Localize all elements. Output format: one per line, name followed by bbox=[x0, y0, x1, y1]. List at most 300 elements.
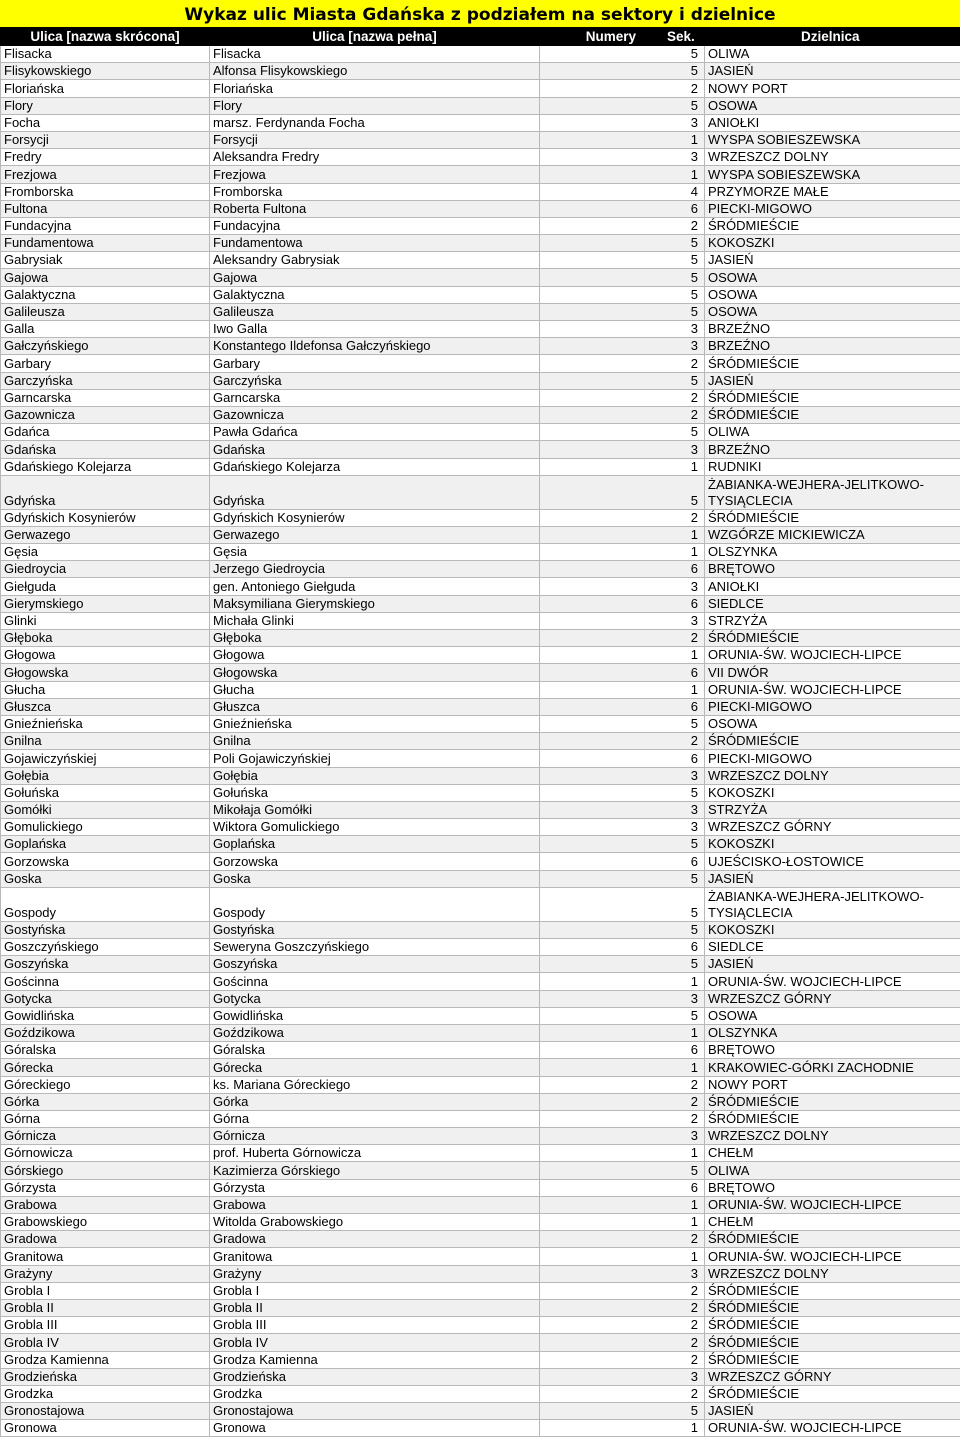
table-row bbox=[1, 561, 960, 578]
cell-short-name: Góralska bbox=[1, 1042, 210, 1059]
table-row bbox=[1, 1317, 960, 1334]
cell-numbers bbox=[540, 338, 667, 355]
cell-short-name: Gazownicza bbox=[1, 406, 210, 423]
cell-short-name: Grobla III bbox=[1, 1317, 210, 1334]
cell-full-name: Grodzieńska bbox=[210, 1368, 540, 1385]
cell-district: OSOWA bbox=[705, 286, 960, 303]
cell-full-name: prof. Huberta Górnowicza bbox=[210, 1145, 540, 1162]
cell-numbers bbox=[540, 784, 667, 801]
table-row bbox=[1, 424, 960, 441]
cell-full-name: Floriańska bbox=[210, 80, 540, 97]
cell-short-name: Giełguda bbox=[1, 578, 210, 595]
header-short-name: Ulica [nazwa skrócona] bbox=[1, 28, 210, 46]
cell-numbers bbox=[540, 836, 667, 853]
cell-full-name: Goździkowa bbox=[210, 1024, 540, 1041]
cell-district: RUDNIKI bbox=[705, 458, 960, 475]
cell-numbers bbox=[540, 767, 667, 784]
table-row bbox=[1, 1403, 960, 1420]
cell-numbers bbox=[540, 887, 667, 921]
cell-numbers bbox=[540, 853, 667, 870]
cell-numbers bbox=[540, 612, 667, 629]
cell-numbers bbox=[540, 80, 667, 97]
cell-district: OLIWA bbox=[705, 46, 960, 63]
cell-full-name: Iwo Galla bbox=[210, 321, 540, 338]
cell-sector: 3 bbox=[667, 578, 705, 595]
cell-district: ORUNIA-ŚW. WOJCIECH-LIPCE bbox=[705, 1420, 960, 1437]
cell-short-name: Glinki bbox=[1, 612, 210, 629]
cell-numbers bbox=[540, 286, 667, 303]
table-row bbox=[1, 819, 960, 836]
cell-sector: 2 bbox=[667, 1317, 705, 1334]
table-row bbox=[1, 321, 960, 338]
cell-full-name: Górka bbox=[210, 1093, 540, 1110]
cell-short-name: Gdańskiego Kolejarza bbox=[1, 458, 210, 475]
table-row bbox=[1, 801, 960, 818]
cell-full-name: Aleksandry Gabrysiak bbox=[210, 252, 540, 269]
cell-sector: 5 bbox=[667, 1403, 705, 1420]
cell-numbers bbox=[540, 1385, 667, 1402]
cell-short-name: Fundacyjna bbox=[1, 217, 210, 234]
cell-short-name: Gdańska bbox=[1, 441, 210, 458]
cell-district: OLIWA bbox=[705, 1162, 960, 1179]
cell-numbers bbox=[540, 1059, 667, 1076]
cell-full-name: Galaktyczna bbox=[210, 286, 540, 303]
table-row bbox=[1, 1385, 960, 1402]
cell-district: BRĘTOWO bbox=[705, 1042, 960, 1059]
cell-full-name: Górnicza bbox=[210, 1128, 540, 1145]
cell-sector: 2 bbox=[667, 1093, 705, 1110]
cell-short-name: Focha bbox=[1, 114, 210, 131]
cell-full-name: Gołębia bbox=[210, 767, 540, 784]
cell-short-name: Górka bbox=[1, 1093, 210, 1110]
cell-district: ORUNIA-ŚW. WOJCIECH-LIPCE bbox=[705, 973, 960, 990]
cell-district: ŚRÓDMIEŚCIE bbox=[705, 217, 960, 234]
cell-numbers bbox=[540, 1299, 667, 1316]
cell-short-name: Górskiego bbox=[1, 1162, 210, 1179]
cell-full-name: Roberta Fultona bbox=[210, 200, 540, 217]
table-row bbox=[1, 750, 960, 767]
table-row bbox=[1, 836, 960, 853]
cell-full-name: Wiktora Gomulickiego bbox=[210, 819, 540, 836]
cell-full-name: Fundacyjna bbox=[210, 217, 540, 234]
cell-numbers bbox=[540, 664, 667, 681]
cell-short-name: Flory bbox=[1, 97, 210, 114]
cell-full-name: Flory bbox=[210, 97, 540, 114]
cell-short-name: Frezjowa bbox=[1, 166, 210, 183]
cell-short-name: Gołębia bbox=[1, 767, 210, 784]
cell-full-name: Gajowa bbox=[210, 269, 540, 286]
cell-short-name: Grodzieńska bbox=[1, 1368, 210, 1385]
cell-short-name: Gościnna bbox=[1, 973, 210, 990]
cell-full-name: Grobla III bbox=[210, 1317, 540, 1334]
cell-full-name: Gronowa bbox=[210, 1420, 540, 1437]
cell-full-name: Grobla IV bbox=[210, 1334, 540, 1351]
table-row bbox=[1, 389, 960, 406]
cell-short-name: Gęsia bbox=[1, 544, 210, 561]
table-row bbox=[1, 767, 960, 784]
cell-full-name: Flisacka bbox=[210, 46, 540, 63]
cell-short-name: Goździkowa bbox=[1, 1024, 210, 1041]
table-row bbox=[1, 853, 960, 870]
cell-sector: 2 bbox=[667, 630, 705, 647]
cell-short-name: Fredry bbox=[1, 149, 210, 166]
cell-sector: 1 bbox=[667, 1214, 705, 1231]
cell-full-name: Gęsia bbox=[210, 544, 540, 561]
cell-short-name: Gojawiczyńskiej bbox=[1, 750, 210, 767]
cell-full-name: Gazownicza bbox=[210, 406, 540, 423]
cell-district: STRZYŻA bbox=[705, 801, 960, 818]
cell-short-name: Górnicza bbox=[1, 1128, 210, 1145]
cell-sector: 1 bbox=[667, 526, 705, 543]
cell-short-name: Grodza Kamienna bbox=[1, 1351, 210, 1368]
cell-full-name: Gotycka bbox=[210, 990, 540, 1007]
cell-full-name: Gronostajowa bbox=[210, 1403, 540, 1420]
cell-sector: 5 bbox=[667, 784, 705, 801]
cell-full-name: Jerzego Giedroycia bbox=[210, 561, 540, 578]
table-row bbox=[1, 595, 960, 612]
cell-numbers bbox=[540, 441, 667, 458]
cell-district: ANIOŁKI bbox=[705, 578, 960, 595]
cell-full-name: Poli Gojawiczyńskiej bbox=[210, 750, 540, 767]
cell-full-name: Grodza Kamienna bbox=[210, 1351, 540, 1368]
cell-district: NOWY PORT bbox=[705, 80, 960, 97]
cell-district: OSOWA bbox=[705, 715, 960, 732]
table-row bbox=[1, 1368, 960, 1385]
cell-numbers bbox=[540, 698, 667, 715]
cell-full-name: Garncarska bbox=[210, 389, 540, 406]
cell-district: OLIWA bbox=[705, 424, 960, 441]
cell-short-name: Grobla II bbox=[1, 1299, 210, 1316]
cell-short-name: Goska bbox=[1, 870, 210, 887]
cell-sector: 4 bbox=[667, 183, 705, 200]
table-row bbox=[1, 612, 960, 629]
cell-sector: 1 bbox=[667, 1420, 705, 1437]
cell-district: WRZESZCZ DOLNY bbox=[705, 1128, 960, 1145]
cell-district: WYSPA SOBIESZEWSKA bbox=[705, 166, 960, 183]
cell-sector: 1 bbox=[667, 1145, 705, 1162]
cell-full-name: Maksymiliana Gierymskiego bbox=[210, 595, 540, 612]
cell-full-name: Gorzowska bbox=[210, 853, 540, 870]
cell-district: SIEDLCE bbox=[705, 939, 960, 956]
cell-short-name: Górecka bbox=[1, 1059, 210, 1076]
table-row bbox=[1, 647, 960, 664]
cell-district: JASIEŃ bbox=[705, 63, 960, 80]
cell-numbers bbox=[540, 1162, 667, 1179]
cell-short-name: Grobla IV bbox=[1, 1334, 210, 1351]
table-row bbox=[1, 200, 960, 217]
cell-sector: 2 bbox=[667, 355, 705, 372]
table-row bbox=[1, 921, 960, 938]
cell-numbers bbox=[540, 1128, 667, 1145]
cell-sector: 2 bbox=[667, 733, 705, 750]
table-row bbox=[1, 939, 960, 956]
cell-full-name: Konstantego Ildefonsa Gałczyńskiego bbox=[210, 338, 540, 355]
cell-numbers bbox=[540, 1093, 667, 1110]
cell-short-name: Gajowa bbox=[1, 269, 210, 286]
cell-numbers bbox=[540, 97, 667, 114]
cell-sector: 2 bbox=[667, 1282, 705, 1299]
cell-full-name: Garczyńska bbox=[210, 372, 540, 389]
cell-numbers bbox=[540, 921, 667, 938]
cell-numbers bbox=[540, 630, 667, 647]
cell-short-name: Galileusza bbox=[1, 303, 210, 320]
table-row bbox=[1, 252, 960, 269]
cell-sector: 5 bbox=[667, 372, 705, 389]
cell-full-name: Frezjowa bbox=[210, 166, 540, 183]
cell-full-name: Fromborska bbox=[210, 183, 540, 200]
cell-district: PRZYMORZE MAŁE bbox=[705, 183, 960, 200]
cell-short-name: Flisacka bbox=[1, 46, 210, 63]
cell-numbers bbox=[540, 114, 667, 131]
table-row bbox=[1, 372, 960, 389]
cell-full-name: Gościnna bbox=[210, 973, 540, 990]
cell-short-name: Głuszca bbox=[1, 698, 210, 715]
cell-district: WYSPA SOBIESZEWSKA bbox=[705, 131, 960, 148]
cell-district: ŚRÓDMIEŚCIE bbox=[705, 1093, 960, 1110]
cell-district: JASIEŃ bbox=[705, 252, 960, 269]
table-row bbox=[1, 1351, 960, 1368]
cell-sector: 5 bbox=[667, 46, 705, 63]
cell-full-name: Grażyny bbox=[210, 1265, 540, 1282]
cell-numbers bbox=[540, 166, 667, 183]
cell-numbers bbox=[540, 1196, 667, 1213]
cell-numbers bbox=[540, 1265, 667, 1282]
table-row bbox=[1, 97, 960, 114]
cell-district: ORUNIA-ŚW. WOJCIECH-LIPCE bbox=[705, 1248, 960, 1265]
cell-numbers bbox=[540, 1007, 667, 1024]
cell-short-name: Głucha bbox=[1, 681, 210, 698]
table-row bbox=[1, 355, 960, 372]
cell-numbers bbox=[540, 424, 667, 441]
cell-full-name: Góralska bbox=[210, 1042, 540, 1059]
table-row bbox=[1, 733, 960, 750]
cell-numbers bbox=[540, 647, 667, 664]
cell-numbers bbox=[540, 1248, 667, 1265]
cell-district: JASIEŃ bbox=[705, 1403, 960, 1420]
cell-district: BRZEŹNO bbox=[705, 338, 960, 355]
cell-sector: 5 bbox=[667, 1162, 705, 1179]
cell-numbers bbox=[540, 372, 667, 389]
cell-sector: 5 bbox=[667, 887, 705, 921]
cell-numbers bbox=[540, 355, 667, 372]
cell-short-name: Flisykowskiego bbox=[1, 63, 210, 80]
table-row bbox=[1, 183, 960, 200]
cell-sector: 3 bbox=[667, 819, 705, 836]
cell-full-name: Górecka bbox=[210, 1059, 540, 1076]
cell-full-name: Aleksandra Fredry bbox=[210, 149, 540, 166]
table-row bbox=[1, 526, 960, 543]
cell-district: KOKOSZKI bbox=[705, 235, 960, 252]
cell-short-name: Grażyny bbox=[1, 1265, 210, 1282]
table-row bbox=[1, 406, 960, 423]
cell-sector: 6 bbox=[667, 1042, 705, 1059]
cell-short-name: Gierymskiego bbox=[1, 595, 210, 612]
cell-district: ORUNIA-ŚW. WOJCIECH-LIPCE bbox=[705, 1196, 960, 1213]
cell-numbers bbox=[540, 939, 667, 956]
cell-full-name: Seweryna Goszczyńskiego bbox=[210, 939, 540, 956]
cell-sector: 2 bbox=[667, 1076, 705, 1093]
cell-short-name: Gałczyńskiego bbox=[1, 338, 210, 355]
table-row bbox=[1, 63, 960, 80]
cell-numbers bbox=[540, 389, 667, 406]
cell-short-name: Fundamentowa bbox=[1, 235, 210, 252]
cell-district: WRZESZCZ GÓRNY bbox=[705, 990, 960, 1007]
cell-full-name: Głogowa bbox=[210, 647, 540, 664]
cell-full-name: Gdańskiego Kolejarza bbox=[210, 458, 540, 475]
cell-short-name: Górna bbox=[1, 1110, 210, 1127]
cell-district: WRZESZCZ DOLNY bbox=[705, 149, 960, 166]
cell-full-name: Galileusza bbox=[210, 303, 540, 320]
cell-sector: 3 bbox=[667, 1265, 705, 1282]
cell-full-name: Forsycji bbox=[210, 131, 540, 148]
cell-numbers bbox=[540, 509, 667, 526]
table-row bbox=[1, 475, 960, 509]
cell-full-name: Granitowa bbox=[210, 1248, 540, 1265]
cell-full-name: marsz. Ferdynanda Focha bbox=[210, 114, 540, 131]
cell-full-name: Goszyńska bbox=[210, 956, 540, 973]
cell-short-name: Garbary bbox=[1, 355, 210, 372]
table-row bbox=[1, 1299, 960, 1316]
cell-district: ORUNIA-ŚW. WOJCIECH-LIPCE bbox=[705, 647, 960, 664]
cell-district: ŚRÓDMIEŚCIE bbox=[705, 355, 960, 372]
cell-numbers bbox=[540, 475, 667, 509]
cell-full-name: Gnieźnieńska bbox=[210, 715, 540, 732]
table-row bbox=[1, 1282, 960, 1299]
cell-short-name: Granitowa bbox=[1, 1248, 210, 1265]
cell-district: KOKOSZKI bbox=[705, 836, 960, 853]
cell-full-name: Górna bbox=[210, 1110, 540, 1127]
cell-numbers bbox=[540, 46, 667, 63]
table-row bbox=[1, 46, 960, 63]
cell-full-name: Gdyńskich Kosynierów bbox=[210, 509, 540, 526]
cell-district: CHEŁM bbox=[705, 1214, 960, 1231]
cell-full-name: Gdańska bbox=[210, 441, 540, 458]
cell-district: ŚRÓDMIEŚCIE bbox=[705, 733, 960, 750]
table-row bbox=[1, 114, 960, 131]
table-row bbox=[1, 1110, 960, 1127]
cell-sector: 3 bbox=[667, 801, 705, 818]
cell-short-name: Gronowa bbox=[1, 1420, 210, 1437]
cell-numbers bbox=[540, 252, 667, 269]
cell-sector: 5 bbox=[667, 956, 705, 973]
cell-sector: 5 bbox=[667, 921, 705, 938]
cell-numbers bbox=[540, 956, 667, 973]
cell-sector: 2 bbox=[667, 406, 705, 423]
cell-district: ŚRÓDMIEŚCIE bbox=[705, 389, 960, 406]
page-title: Wykaz ulic Miasta Gdańska z podziałem na sektory i dzielnice bbox=[0, 0, 960, 27]
cell-short-name: Gowidlińska bbox=[1, 1007, 210, 1024]
table-row bbox=[1, 149, 960, 166]
cell-numbers bbox=[540, 1317, 667, 1334]
cell-district: ŚRÓDMIEŚCIE bbox=[705, 1231, 960, 1248]
cell-short-name: Gdyńskich Kosynierów bbox=[1, 509, 210, 526]
cell-short-name: Gradowa bbox=[1, 1231, 210, 1248]
cell-district: ŚRÓDMIEŚCIE bbox=[705, 406, 960, 423]
cell-sector: 2 bbox=[667, 80, 705, 97]
cell-numbers bbox=[540, 200, 667, 217]
cell-sector: 5 bbox=[667, 252, 705, 269]
cell-short-name: Garncarska bbox=[1, 389, 210, 406]
cell-district: BRZEŹNO bbox=[705, 321, 960, 338]
street-table bbox=[0, 27, 960, 1437]
table-row bbox=[1, 1059, 960, 1076]
cell-numbers bbox=[540, 1231, 667, 1248]
cell-short-name: Głogowska bbox=[1, 664, 210, 681]
cell-sector: 6 bbox=[667, 200, 705, 217]
cell-full-name: Grabowa bbox=[210, 1196, 540, 1213]
cell-full-name: Witolda Grabowskiego bbox=[210, 1214, 540, 1231]
cell-full-name: Gowidlińska bbox=[210, 1007, 540, 1024]
cell-short-name: Gabrysiak bbox=[1, 252, 210, 269]
cell-district: ŚRÓDMIEŚCIE bbox=[705, 1282, 960, 1299]
table-row bbox=[1, 1076, 960, 1093]
cell-sector: 1 bbox=[667, 681, 705, 698]
header-district: Dzielnica bbox=[705, 28, 960, 46]
table-row bbox=[1, 286, 960, 303]
cell-full-name: ks. Mariana Góreckiego bbox=[210, 1076, 540, 1093]
cell-numbers bbox=[540, 131, 667, 148]
cell-short-name: Głogowa bbox=[1, 647, 210, 664]
cell-numbers bbox=[540, 1403, 667, 1420]
cell-district: ŚRÓDMIEŚCIE bbox=[705, 1317, 960, 1334]
cell-sector: 3 bbox=[667, 990, 705, 1007]
cell-district: WRZESZCZ DOLNY bbox=[705, 1265, 960, 1282]
cell-short-name: Giedroycia bbox=[1, 561, 210, 578]
cell-district: SIEDLCE bbox=[705, 595, 960, 612]
cell-short-name: Grodzka bbox=[1, 1385, 210, 1402]
cell-district: ŻABIANKA-WEJHERA-JELITKOWO-TYSIĄCLECIA bbox=[705, 887, 960, 921]
cell-numbers bbox=[540, 750, 667, 767]
cell-sector: 5 bbox=[667, 836, 705, 853]
cell-district: ŻABIANKA-WEJHERA-JELITKOWO-TYSIĄCLECIA bbox=[705, 475, 960, 509]
cell-numbers bbox=[540, 1334, 667, 1351]
cell-full-name: Grodzka bbox=[210, 1385, 540, 1402]
table-row bbox=[1, 1145, 960, 1162]
cell-district: OSOWA bbox=[705, 1007, 960, 1024]
cell-numbers bbox=[540, 1351, 667, 1368]
cell-numbers bbox=[540, 269, 667, 286]
cell-district: ŚRÓDMIEŚCIE bbox=[705, 509, 960, 526]
cell-numbers bbox=[540, 149, 667, 166]
table-row bbox=[1, 1231, 960, 1248]
cell-district: BRZEŹNO bbox=[705, 441, 960, 458]
cell-sector: 3 bbox=[667, 612, 705, 629]
cell-sector: 6 bbox=[667, 595, 705, 612]
cell-short-name: Fromborska bbox=[1, 183, 210, 200]
cell-sector: 3 bbox=[667, 1368, 705, 1385]
cell-short-name: Grabowskiego bbox=[1, 1214, 210, 1231]
cell-short-name: Floriańska bbox=[1, 80, 210, 97]
cell-numbers bbox=[540, 715, 667, 732]
cell-sector: 1 bbox=[667, 1024, 705, 1041]
cell-district: ŚRÓDMIEŚCIE bbox=[705, 1299, 960, 1316]
cell-sector: 5 bbox=[667, 97, 705, 114]
cell-full-name: Głęboka bbox=[210, 630, 540, 647]
cell-sector: 2 bbox=[667, 1334, 705, 1351]
cell-numbers bbox=[540, 1420, 667, 1437]
cell-sector: 1 bbox=[667, 1059, 705, 1076]
table-row bbox=[1, 578, 960, 595]
cell-district: JASIEŃ bbox=[705, 372, 960, 389]
cell-sector: 6 bbox=[667, 750, 705, 767]
cell-sector: 1 bbox=[667, 1248, 705, 1265]
cell-sector: 3 bbox=[667, 338, 705, 355]
cell-full-name: Głucha bbox=[210, 681, 540, 698]
cell-district: OLSZYNKA bbox=[705, 544, 960, 561]
table-row bbox=[1, 1128, 960, 1145]
cell-district: ŚRÓDMIEŚCIE bbox=[705, 1385, 960, 1402]
cell-short-name: Gomulickiego bbox=[1, 819, 210, 836]
